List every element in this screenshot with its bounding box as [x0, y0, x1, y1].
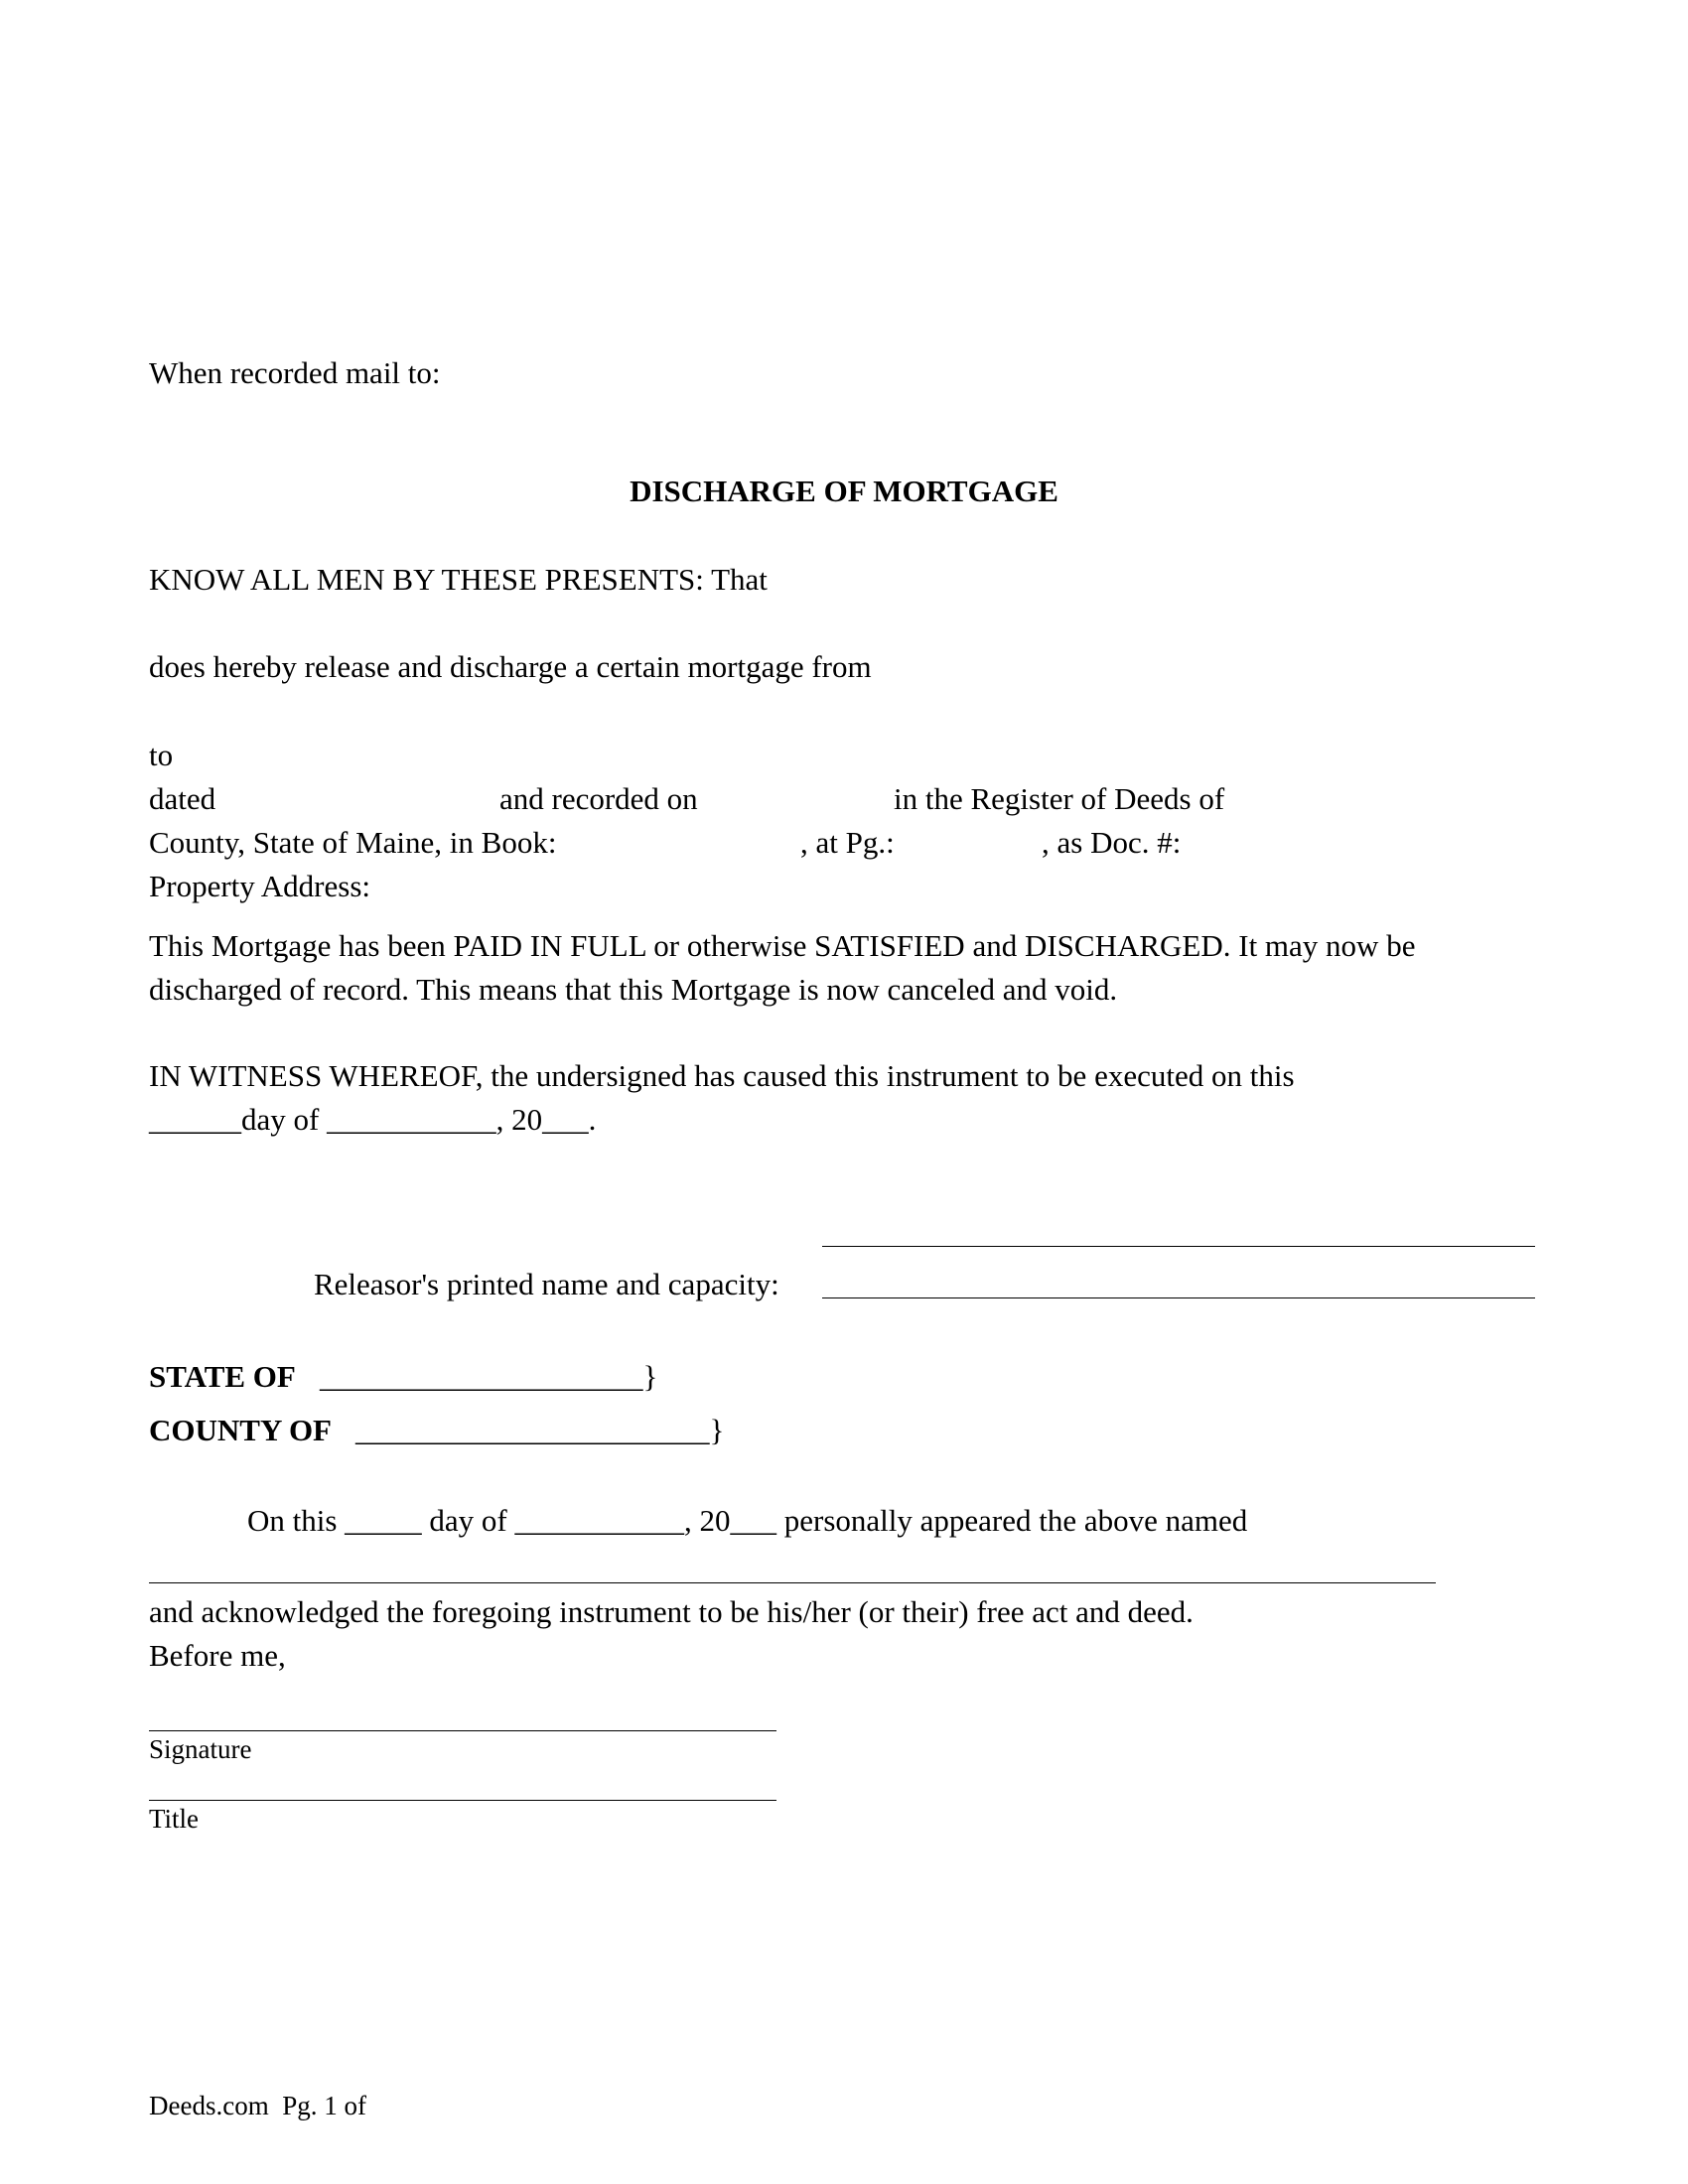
- page-label: , at Pg.:: [800, 825, 895, 860]
- releasor-name-line[interactable]: [822, 1297, 1535, 1298]
- county-state-book-label: County, State of Maine, in Book:: [149, 825, 557, 860]
- paid-in-full-line-1: This Mortgage has been PAID IN FULL or otherwise SATISFIED and DISCHARGED. It may now be: [149, 928, 1416, 963]
- property-address-label: Property Address:: [149, 869, 371, 903]
- paid-in-full-line-2: discharged of record. This means that this Mortgage is now canceled and void.: [149, 972, 1118, 1007]
- county-of-label: COUNTY OF: [149, 1413, 332, 1447]
- return-address-label: When recorded mail to:: [149, 355, 441, 390]
- notary-signature-line[interactable]: [149, 1730, 776, 1731]
- document-title: DISCHARGE OF MORTGAGE: [630, 474, 1058, 508]
- to-label: to: [149, 738, 174, 772]
- release-line: does hereby release and discharge a certain mortgage from: [149, 649, 872, 684]
- before-me-label: Before me,: [149, 1638, 286, 1673]
- notary-title-line[interactable]: [149, 1800, 776, 1801]
- releasor-label: Releasor's printed name and capacity:: [314, 1267, 779, 1301]
- county-blank[interactable]: _______________________}: [355, 1413, 725, 1447]
- know-all-men-line: KNOW ALL MEN BY THESE PRESENTS: That: [149, 562, 768, 597]
- dated-label: dated: [149, 781, 216, 816]
- acknowledged-line: and acknowledged the foregoing instrument to be his/her (or their) free act and deed.: [149, 1594, 1194, 1629]
- witness-line-1: IN WITNESS WHEREOF, the undersigned has caused this instrument to be executed on this: [149, 1058, 1295, 1093]
- doc-number-label: , as Doc. #:: [1042, 825, 1182, 860]
- releasor-signature-line[interactable]: [822, 1246, 1535, 1247]
- witness-date-line: ______day of ___________, 20___.: [149, 1102, 597, 1137]
- register-of-deeds-label: in the Register of Deeds of: [894, 781, 1225, 816]
- page-footer: Deeds.com Pg. 1 of: [149, 2091, 366, 2120]
- signature-caption: Signature: [149, 1734, 252, 1764]
- recorded-on-label: and recorded on: [499, 781, 698, 816]
- state-of-label: STATE OF: [149, 1359, 296, 1394]
- appeared-name-line[interactable]: [149, 1582, 1436, 1583]
- on-this-line: On this _____ day of ___________, 20___ personally appeared the above named: [247, 1503, 1248, 1538]
- title-caption: Title: [149, 1804, 200, 1834]
- state-blank[interactable]: _____________________}: [320, 1359, 658, 1394]
